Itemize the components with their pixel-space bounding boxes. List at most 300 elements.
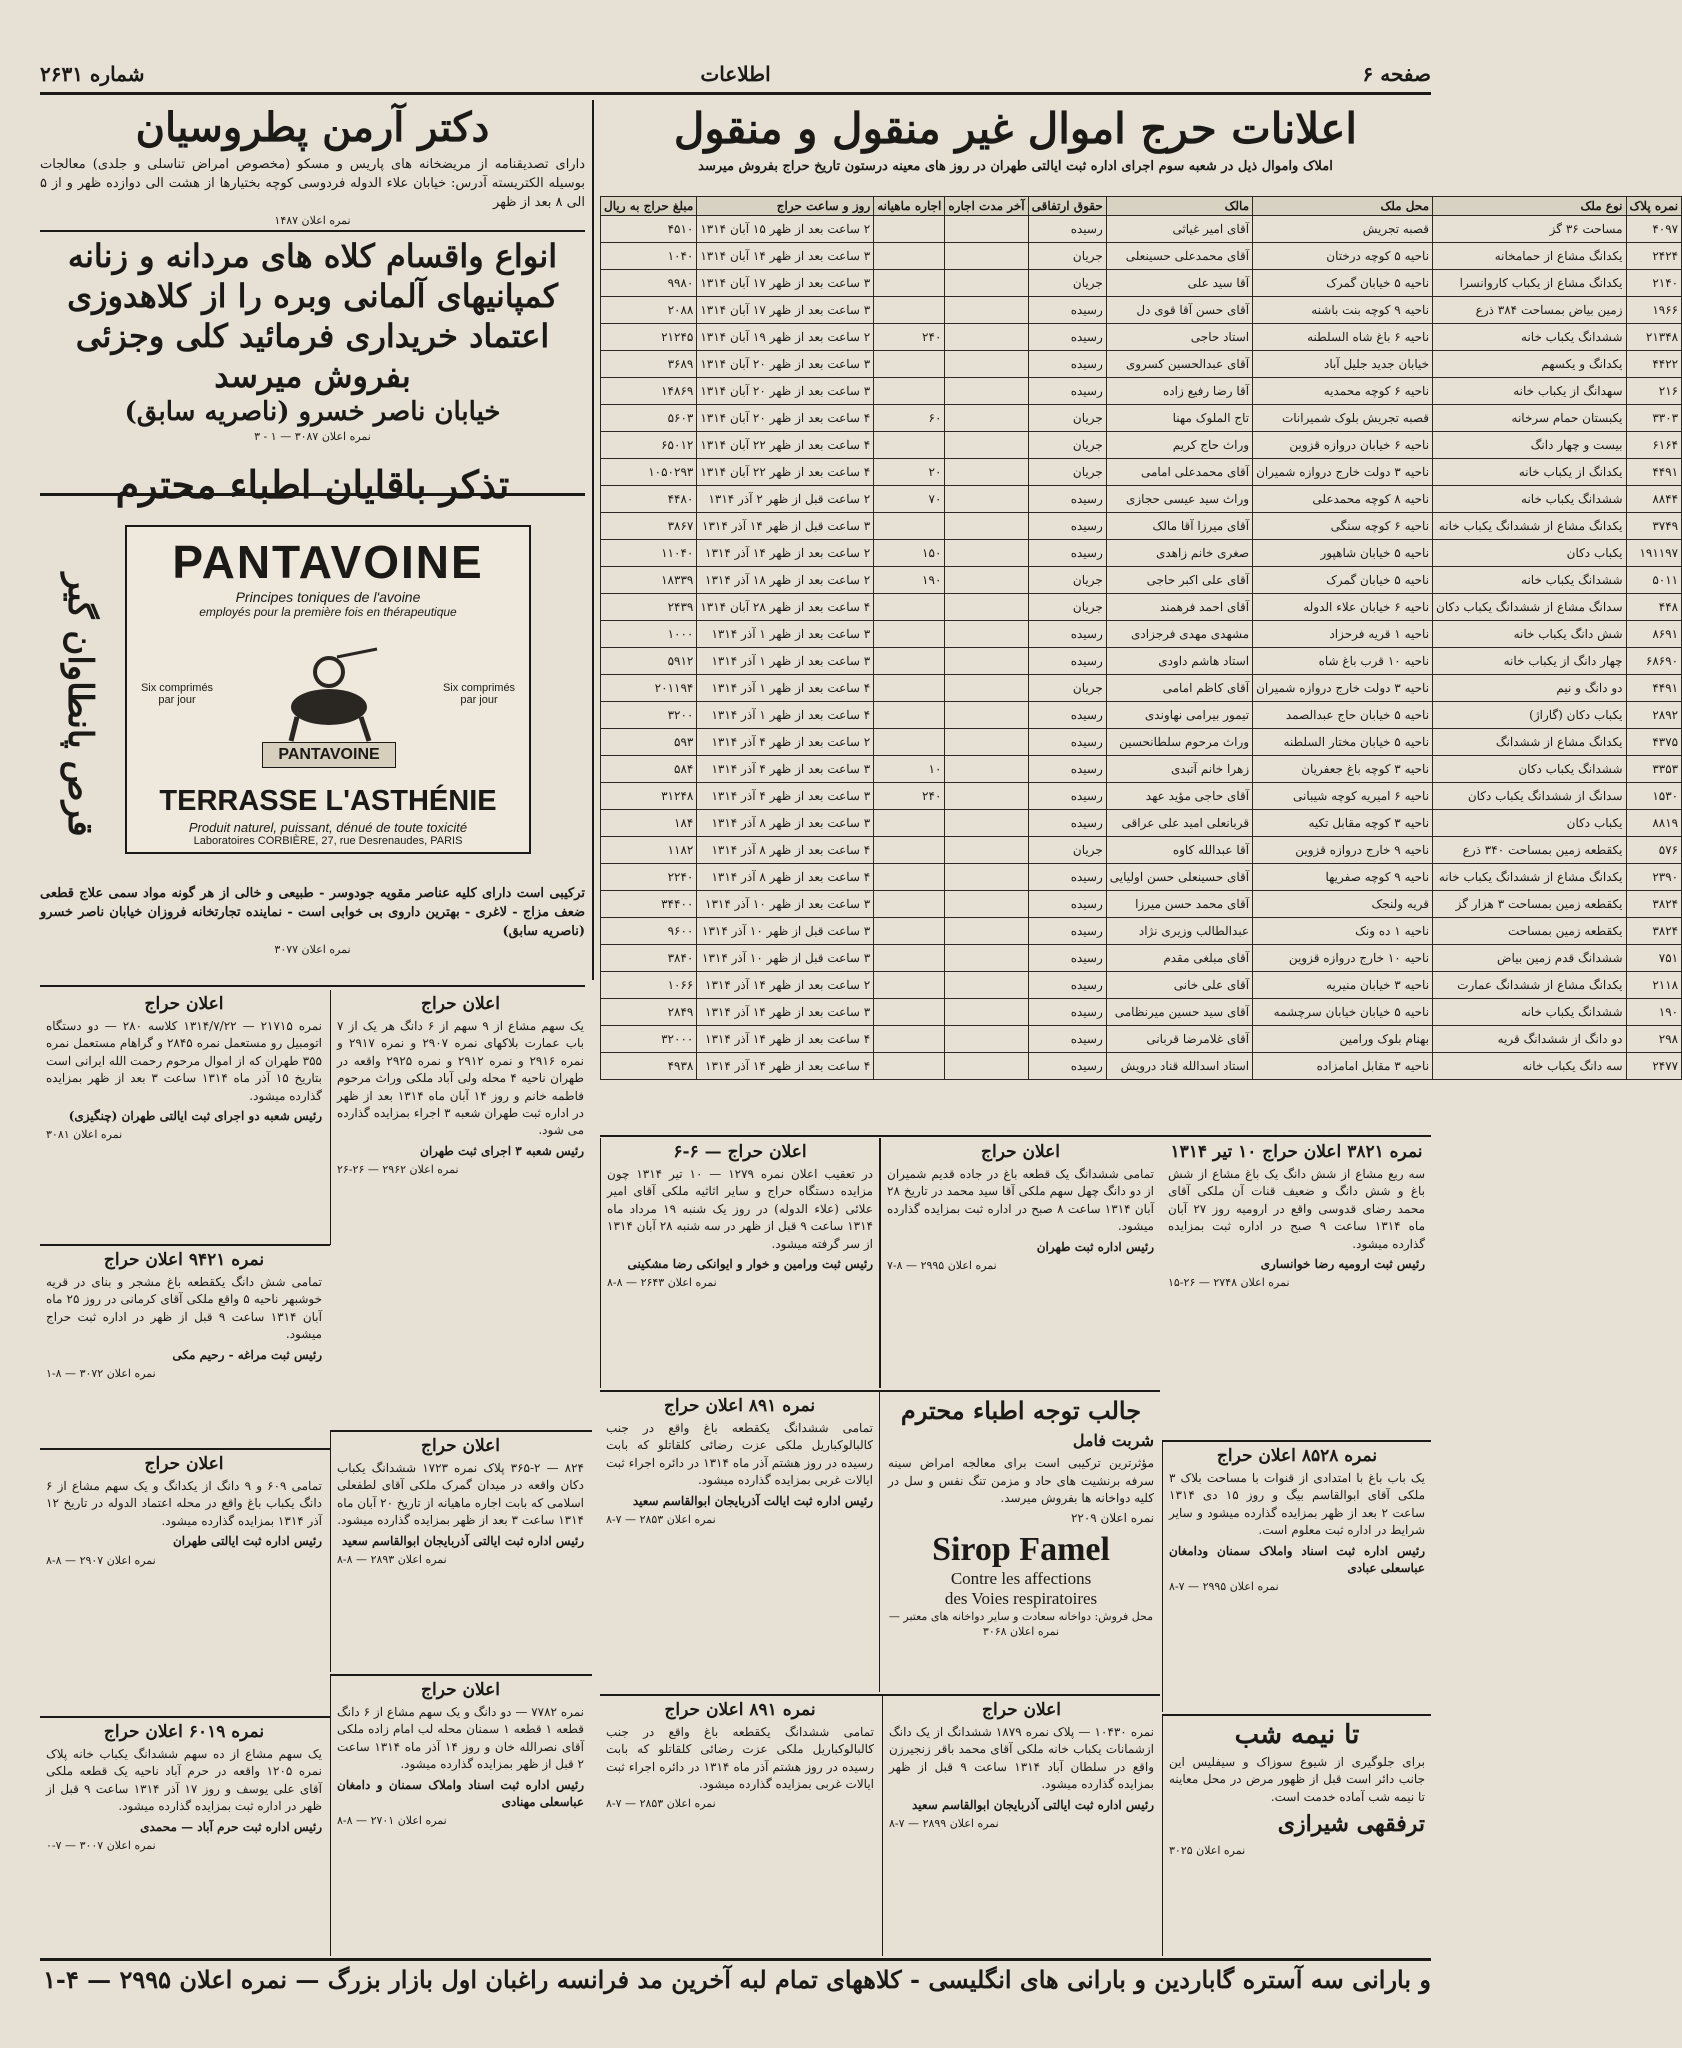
- table-cell: دو دانگ و نیم: [1433, 675, 1626, 702]
- table-row: [601, 405, 1682, 432]
- table-cell: ۴ ساعت بعد از ظهر ۱ آذر ۱۳۱۴: [697, 702, 874, 729]
- notice-signature: رئیس اداره ثبت ایالتی آذربایجان ابوالقاسم سعید: [912, 1797, 1154, 1812]
- sirop-text: مؤثرترین ترکیبی است برای معالجه امراض سینه سرفه برنشیت های حاد و مزمن تنگ نفس و سل در کلیه دواخانه ها بفروش میرسد.: [888, 1456, 1154, 1505]
- table-cell: جریان: [1028, 837, 1106, 864]
- table-row: [601, 837, 1682, 864]
- table-cell: [945, 864, 1028, 891]
- notice-card: [40, 1246, 328, 1446]
- table-cell: ۳۳۰۳: [1626, 405, 1682, 432]
- notice-ref: نمره اعلان ۳۰۲۵: [1169, 1844, 1246, 1858]
- table-cell: وراث مرحوم سلطانحسین: [1106, 729, 1252, 756]
- sirop-ad: [882, 1392, 1160, 1692]
- table-cell: ۸۶۹۱: [1626, 621, 1682, 648]
- table-cell: [945, 945, 1028, 972]
- column-header: نمره پلاک: [1626, 197, 1682, 216]
- table-cell: [874, 351, 945, 378]
- notice-text: سه ربع مشاع از شش دانگ یک باغ مشاع از شش باغ و شش دانگ و ضعیف قنات آن ملکی آقای محمد رضای قدوسی واقع در ارومیه روز ۲۷ آبان ماه ۱۳۱۴ ساعت ۹ صبح در اداره ثبت بمزایده گذارده میشود.: [1168, 1167, 1425, 1251]
- table-cell: ۳۷۴۹: [1626, 513, 1682, 540]
- table-cell: یکدانگ مشاع از ششدانگ یکباب خانه: [1433, 513, 1626, 540]
- table-cell: ۳۲۰۰: [601, 702, 697, 729]
- table-cell: ناحیه ۹ خارج دروازه قزوین: [1253, 837, 1433, 864]
- table-cell: ۷۰: [874, 486, 945, 513]
- notice-signature: رئیس اداره ثبت ایالتی طهران: [172, 1534, 322, 1549]
- table-cell: ۷۵۱: [1626, 945, 1682, 972]
- table-cell: جریان: [1028, 459, 1106, 486]
- notice-card: [600, 1138, 880, 1388]
- table-cell: ۵۹۳: [601, 729, 697, 756]
- table-cell: [874, 243, 945, 270]
- table-cell: ناحیه ۵ خیابان شاهپور: [1253, 540, 1433, 567]
- notice-card: [330, 990, 590, 1245]
- table-cell: ناحیه ۶ امیریه کوچه شیبانی: [1253, 783, 1433, 810]
- table-cell: ۲۱۱۸: [1626, 972, 1682, 999]
- table-cell: جریان: [1028, 243, 1106, 270]
- table-cell: [945, 702, 1028, 729]
- table-cell: [945, 648, 1028, 675]
- sirop-heading: جالب توجه اطباء محترم: [900, 1396, 1142, 1425]
- table-cell: وراث سید عیسی حجازی: [1106, 486, 1252, 513]
- table-cell: زهرا خانم آتبدی: [1106, 756, 1252, 783]
- table-cell: ۲ ساعت بعد از ظهر ۱۴ آذر ۱۳۱۴: [697, 540, 874, 567]
- table-cell: [945, 621, 1028, 648]
- newspaper-name: اطلاعات: [700, 62, 771, 86]
- table-cell: یکباب دکان (گاراژ): [1433, 702, 1626, 729]
- table-cell: ششدانگ یکباب خانه: [1433, 324, 1626, 351]
- notice-ref: نمره اعلان ۳۰۷۲ — ۸-۱: [46, 1366, 156, 1380]
- page-number: صفحه ۶: [1362, 62, 1431, 86]
- notice-card: [1162, 1716, 1431, 1956]
- table-cell: ۲۱۶: [1626, 378, 1682, 405]
- table-cell: چهار دانگ از یکباب خانه: [1433, 648, 1626, 675]
- table-cell: ۶۱۶۴: [1626, 432, 1682, 459]
- table-cell: رسیده: [1028, 945, 1106, 972]
- pantavoine-caption-text: ترکیبی است دارای کلیه عناصر مقویه جودوسر - طبیعی و خالی از هر گونه مواد سمی علاج قطعی ضعف مزاج - لاغری - بهترین داروی بی خوابی است - نماینده تجارتخانه فروزان خیابان ناصر خسرو (ناصریه سابق): [40, 886, 585, 939]
- notice-card: [600, 1696, 880, 1956]
- table-cell: آقای کاظم امامی: [1106, 675, 1252, 702]
- table-cell: خیابان جدید جلیل آباد: [1253, 351, 1433, 378]
- table-cell: ۳۳۵۳: [1626, 756, 1682, 783]
- notice-text: در تعقیب اعلان نمره ۱۲۷۹ — ۱۰ تیر ۱۳۱۴ چون مزایده دستگاه حراج و سایر اثاثیه ملکی آقای امیر علائی (علاء الدوله) در روز یک شنبه ۱۹ مرداد ماه ۱۳۱۴ ساعت ۹ قبل از ظهر در سه شنبه ۲۸ آبان ۱۳۱۴ از سر گرفته میشود.: [607, 1167, 873, 1251]
- table-cell: ۳ ساعت بعد از ظهر ۱۰ آذر ۱۳۱۴: [697, 891, 874, 918]
- table-cell: آقا رضا رفیع زاده: [1106, 378, 1252, 405]
- table-cell: یکدانگ مشاع از ششدانگ یکباب خانه: [1433, 864, 1626, 891]
- notice-title: اعلان حراج: [982, 1700, 1061, 1720]
- sirop-ref-top: نمره اعلان ۲۲۰۹: [1070, 1511, 1154, 1526]
- table-row: [601, 540, 1682, 567]
- table-cell: [874, 864, 945, 891]
- table-cell: [945, 567, 1028, 594]
- table-cell: ششدانگ یکباب خانه: [1433, 567, 1626, 594]
- table-cell: [945, 486, 1028, 513]
- table-cell: [945, 297, 1028, 324]
- table-cell: آقای حسن آقا قوی دل: [1106, 297, 1252, 324]
- notice-card: [1162, 1442, 1431, 1712]
- table-cell: [874, 594, 945, 621]
- table-row: [601, 243, 1682, 270]
- table-cell: رسیده: [1028, 378, 1106, 405]
- table-cell: آقای احمد فرهمند: [1106, 594, 1252, 621]
- table-cell: ۶۸۶۹۰: [1626, 648, 1682, 675]
- table-cell: آقای محمدعلی حسینعلی: [1106, 243, 1252, 270]
- table-cell: ۲۴۲۴: [1626, 243, 1682, 270]
- table-cell: ۵۰۱۱: [1626, 567, 1682, 594]
- table-cell: رسیده: [1028, 1053, 1106, 1080]
- table-cell: ۱۵۰: [874, 540, 945, 567]
- notice-ref: نمره اعلان ۲۸۵۳ — ۷-۸: [606, 1796, 716, 1810]
- notice-signature: رئیس ثبت مراغه - رحیم مکی: [172, 1347, 322, 1362]
- vertical-slogan: قرص پانطاوان گیر: [60, 573, 100, 837]
- notice-signature: رئیس ثبت ارومیه رضا خوانساری: [1260, 1256, 1425, 1271]
- notice-card: [882, 1696, 1160, 1956]
- notice-signature: رئیس اداره ثبت ایالتی آذربایجان ابوالقاسم سعید: [342, 1533, 584, 1548]
- table-cell: رسیده: [1028, 1026, 1106, 1053]
- table-cell: رسیده: [1028, 972, 1106, 999]
- table-cell: ۴ ساعت بعد از ظهر ۱ آذر ۱۳۱۴: [697, 675, 874, 702]
- table-row: [601, 324, 1682, 351]
- table-cell: [874, 1053, 945, 1080]
- table-body: [601, 216, 1682, 1080]
- notice-card: [600, 1392, 880, 1692]
- sirop-brand: Sirop Famel: [932, 1530, 1110, 1568]
- table-cell: ۲۹۸: [1626, 1026, 1682, 1053]
- table-cell: آقای امیر غیاثی: [1106, 216, 1252, 243]
- table-cell: رسیده: [1028, 810, 1106, 837]
- table-row: [601, 702, 1682, 729]
- table-cell: ۳ ساعت بعد از ظهر ۲۰ آبان ۱۳۱۴: [697, 351, 874, 378]
- auction-heading: [600, 100, 1431, 190]
- table-cell: ۴ ساعت بعد از ظهر ۲۸ آبان ۱۳۱۴: [697, 594, 874, 621]
- table-cell: [945, 1026, 1028, 1053]
- table-cell: ناحیه ۸ کوچه محمدعلی: [1253, 486, 1433, 513]
- table-cell: رسیده: [1028, 513, 1106, 540]
- footer-rule: [40, 1958, 1431, 1961]
- column-header: مبلغ حراج به ریال: [601, 197, 697, 216]
- sirop-line2: des Voies respiratoires: [944, 1588, 1098, 1608]
- table-cell: رسیده: [1028, 756, 1106, 783]
- notice-text: تمامی ششدانگ یکقطعه باغ واقع در جنب کالبالوکباریل ملکی عزت رضائی کلقاتلو که بابت رسیده در روز هشتم آذر ماه ۱۳۱۴ در دائره اجراء ثبت ایالات غربی بمزایده گذارده میشود.: [606, 1725, 875, 1792]
- notice-text: تمامی ششدانگ یک قطعه باغ در جاده قدیم شمیران از دو دانگ چهل سهم ملکی آقا سید محمد در تاریخ ۲۸ آبان ۱۳۱۴ ساعت ۸ صبح در اداره ثبت بمزایده گذارده میشود.: [887, 1167, 1154, 1234]
- table-row: [601, 891, 1682, 918]
- table-cell: رسیده: [1028, 324, 1106, 351]
- doctor-ad: [40, 100, 585, 225]
- table-cell: رسیده: [1028, 783, 1106, 810]
- notice-ref: نمره اعلان ۲۷۰۱ — ۸-۸: [337, 1814, 447, 1828]
- table-cell: ۵۷۶: [1626, 837, 1682, 864]
- table-cell: [945, 459, 1028, 486]
- table-cell: [945, 351, 1028, 378]
- table-cell: ۱۸۴: [601, 810, 697, 837]
- notice-title: اعلان حراج: [421, 1680, 500, 1700]
- pantavoine-tagline: TERRASSE L'ASTHÉNIE: [159, 785, 497, 817]
- hats-address: خیابان ناصر خسرو (ناصریه سابق): [124, 397, 501, 427]
- table-cell: یکباب دکان: [1433, 540, 1626, 567]
- table-cell: ۴۹۳۸: [601, 1053, 697, 1080]
- table-cell: ۹۶۰۰: [601, 918, 697, 945]
- table-cell: ۴ ساعت بعد از ظهر ۲۲ آبان ۱۳۱۴: [697, 432, 874, 459]
- table-cell: رسیده: [1028, 918, 1106, 945]
- pantavoine-lab: Laboratoires CORBIÈRE, 27, rue Desrenaudes, PARIS: [193, 835, 463, 847]
- table-row: [601, 567, 1682, 594]
- table-cell: ۲ ساعت بعد از ظهر ۱۸ آذر ۱۳۱۴: [697, 567, 874, 594]
- table-cell: ناحیه ۶ خیابان علاء الدوله: [1253, 594, 1433, 621]
- notice-card: [330, 1432, 590, 1672]
- table-cell: آقای علی خانی: [1106, 972, 1252, 999]
- table-cell: جریان: [1028, 675, 1106, 702]
- table-cell: [874, 810, 945, 837]
- table-row: [601, 621, 1682, 648]
- table-header-row: [601, 197, 1682, 216]
- table-cell: ناحیه ۵ خیابان مختار السلطنه: [1253, 729, 1433, 756]
- table-cell: یکقطعه زمین بمساحت: [1433, 918, 1626, 945]
- auction-table: [600, 196, 1682, 1080]
- table-cell: ۸۸۱۹: [1626, 810, 1682, 837]
- table-cell: [945, 432, 1028, 459]
- table-row: [601, 1026, 1682, 1053]
- table-row: [601, 270, 1682, 297]
- notice-signature: رئیس شعبه دو اجرای ثبت ایالتی طهران (چنگیزی): [68, 1108, 322, 1123]
- notice-title: نمره ۹۴۲۱ اعلان حراج: [103, 1250, 265, 1270]
- table-cell: ناحیه ۵ کوچه درختان: [1253, 243, 1433, 270]
- column-header: حقوق ارتفاقی: [1028, 197, 1106, 216]
- table-cell: شش دانگ یکباب خانه: [1433, 621, 1626, 648]
- table-cell: [874, 972, 945, 999]
- table-row: [601, 648, 1682, 675]
- table-cell: [945, 540, 1028, 567]
- table-cell: مساحت ۳۶ گز: [1433, 216, 1626, 243]
- notice-text: تمامی ششدانگ یکقطعه باغ واقع در جنب کالبالوکباریل ملکی عزت رضائی کلقاتلو که بابت رسیده در روز هشتم آذر ماه ۱۳۱۴ در دائره اجراء ثبت ایالات غربی بمزایده گذارده میشود.: [606, 1421, 873, 1488]
- table-cell: رسیده: [1028, 891, 1106, 918]
- table-cell: رسیده: [1028, 486, 1106, 513]
- notice-text: نمره ۱۰۴۳۰ — پلاک نمره ۱۸۷۹ ششدانگ از یک دانگ ازشمانات یکباب خانه ملکی آقای محمد باقر زنجیرزن واقع در سلطان آباد ۱۳۱۴ ساعت ۹ قبل از ظهر بمزایده گذارده میشود.: [889, 1725, 1155, 1792]
- table-cell: ۱۰۰۰: [601, 621, 697, 648]
- main-title: اعلانات حرج اموال غیر منقول و منقول: [673, 104, 1358, 153]
- table-cell: تیمور بیرامی نهاوندی: [1106, 702, 1252, 729]
- notice-signature: رئیس اداره ثبت اسناد واملاک سمنان و دامغان عباسعلی مهنادی: [337, 1777, 584, 1809]
- table-cell: ۴۴۸: [1626, 594, 1682, 621]
- table-cell: ۲۲۴۰: [601, 864, 697, 891]
- table-row: [601, 351, 1682, 378]
- table-cell: ۴ ساعت بعد از ظهر ۲۰ آبان ۱۳۱۴: [697, 405, 874, 432]
- hats-ref: نمره اعلان ۳۰۸۷ — ۱ - ۳: [254, 429, 371, 443]
- table-cell: [945, 891, 1028, 918]
- table-cell: آقای حسینعلی حسن اولیایی: [1106, 864, 1252, 891]
- notice-text: تمامی ۶۰۹ و ۹ دانگ از یکدانگ و یک سهم مشاع از ۶ دانگ یکباب باغ واقع در محله اعتماد الدوله در تاریخ ۱۲ آذر ۱۳۱۴ بمزایده گذارده میشود.: [46, 1479, 322, 1528]
- table-cell: ۲ ساعت بعد از ظهر ۴ آذر ۱۳۱۴: [697, 729, 874, 756]
- notice-card: [40, 1450, 328, 1715]
- pantavoine-brand: PANTAVOINE: [172, 536, 484, 588]
- table-cell: یکباب دکان: [1433, 810, 1626, 837]
- table-cell: رسیده: [1028, 648, 1106, 675]
- pantavoine-product: Produit naturel, puissant, dénué de toute toxicité: [188, 820, 468, 835]
- table-cell: ۴۳۷۵: [1626, 729, 1682, 756]
- table-cell: [874, 378, 945, 405]
- table-cell: [874, 891, 945, 918]
- table-cell: ناحیه ۳ دولت خارج دروازه شمیران: [1253, 675, 1433, 702]
- sirop-ref: محل فروش: دواخانه سعادت و سایر دواخانه های معتبر — نمره اعلان ۳۰۶۸: [888, 1609, 1154, 1639]
- table-cell: ناحیه ۱ ده ونک: [1253, 918, 1433, 945]
- table-cell: مشهدی مهدی فرجزادی: [1106, 621, 1252, 648]
- table-cell: یکدانگ مشاع از ششدانگ عمارت: [1433, 972, 1626, 999]
- table-cell: [945, 837, 1028, 864]
- table-cell: ۱۹۱۱۹۷: [1626, 540, 1682, 567]
- table-cell: ۳ ساعت بعد از ظهر ۱۴ آذر ۱۳۱۴: [697, 999, 874, 1026]
- table-cell: [945, 810, 1028, 837]
- table-cell: ۱۰۵۰۲۹۳: [601, 459, 697, 486]
- table-cell: رسیده: [1028, 540, 1106, 567]
- table-cell: [874, 432, 945, 459]
- table-cell: ۳ ساعت قبل از ظهر ۱۰ آذر ۱۳۱۴: [697, 918, 874, 945]
- table-cell: یکدانگ مشاع از حمامخانه: [1433, 243, 1626, 270]
- notice-ref: نمره اعلان ۲۹۶۲ — ۲۶-۲۶: [337, 1163, 459, 1177]
- table-cell: ۲۰: [874, 459, 945, 486]
- table-cell: ۸۸۴۴: [1626, 486, 1682, 513]
- table-cell: ۲۳۹۰: [1626, 864, 1682, 891]
- table-cell: رسیده: [1028, 216, 1106, 243]
- table-cell: ۲۱۴۰: [1626, 270, 1682, 297]
- notice-card: [1162, 1138, 1431, 1438]
- notice-card: [40, 1718, 328, 1958]
- table-cell: [874, 918, 945, 945]
- notice-ref: نمره اعلان ۳۰۰۷ — ۷-۰: [46, 1838, 156, 1852]
- doctor-text: دارای تصدیقنامه از مریضخانه های پاریس و مسکو (مخصوص امراض تناسلی و جلدی) معالجات بوسیله الکتریسته آدرس: خیابان علاء الدوله فردوسی کوچه بختیارها از هشت الی دوازده ظهر و از ۵ الی ۸ بعد از ظهر: [40, 157, 585, 210]
- table-row: [601, 945, 1682, 972]
- notice-title: نمره ۸۵۲۸ اعلان حراج: [1216, 1446, 1378, 1466]
- table-row: [601, 918, 1682, 945]
- table-row: [601, 729, 1682, 756]
- column-divider: [592, 100, 594, 980]
- table-cell: ناحیه ۵ خیابان گمرک: [1253, 567, 1433, 594]
- table-cell: ناحیه ۳ مقابل امامزاده: [1253, 1053, 1433, 1080]
- notice-ref: نمره اعلان ۲۸۹۳ — ۸-۸: [337, 1552, 447, 1566]
- table-cell: ۱۰۶۶: [601, 972, 697, 999]
- table-cell: استاد اسدالله قناد درویش: [1106, 1053, 1252, 1080]
- table-cell: ۴ ساعت بعد از ظهر ۲۲ آبان ۱۳۱۴: [697, 459, 874, 486]
- table-cell: ۲۰۱۱۹۴: [601, 675, 697, 702]
- table-cell: آقای حاجی مؤید عهد: [1106, 783, 1252, 810]
- table-cell: ۳ ساعت بعد از ظهر ۱۴ آبان ۱۳۱۴: [697, 243, 874, 270]
- divider: [40, 230, 585, 232]
- table-cell: ۴۴۸۰: [601, 486, 697, 513]
- table-cell: ۳ ساعت بعد از ظهر ۴ آذر ۱۳۱۴: [697, 783, 874, 810]
- notice-ref: نمره اعلان ۲۹۰۷ — ۸-۸: [46, 1553, 156, 1567]
- table-cell: یکدانگ مشاع از ششدانگ: [1433, 729, 1626, 756]
- table-cell: ۳۴۴۰۰: [601, 891, 697, 918]
- table-cell: عبدالطالب وزیری نژاد: [1106, 918, 1252, 945]
- table-cell: [874, 216, 945, 243]
- notice-text: یک سهم مشاع از ۹ سهم از ۶ دانگ هر یک از ۷ باب عمارت بلاکهای نمره ۲۹۰۷ و نمره ۲۹۱۷ و نمره ۲۹۱۶ و نمره ۲۹۱۲ و نمره ۲۹۲۵ واقعه در طهران ناحیه ۴ محله ولی آباد ملکی وراث مرحوم فاطمه خانم و روز ۱۴ آبان ماه ۱۳۱۴ بعد از ظهر در اداره ثبت طهران شعبه ۳ اجراء بمزایده گذارده می شود.: [337, 1019, 585, 1138]
- table-cell: ۳ ساعت بعد از ظهر ۱۷ آبان ۱۳۱۴: [697, 297, 874, 324]
- table-cell: رسیده: [1028, 999, 1106, 1026]
- table-cell: یکدانگ مشاع از یکباب کاروانسرا: [1433, 270, 1626, 297]
- notice-title: اعلان حراج: [144, 994, 224, 1014]
- notice-title: نمره ۶۰۱۹ اعلان حراج: [103, 1722, 265, 1742]
- hats-ad: [40, 236, 585, 466]
- table-cell: ۳ ساعت بعد از ظهر ۴ آذر ۱۳۱۴: [697, 756, 874, 783]
- table-cell: آقای میرزا آقا مالک: [1106, 513, 1252, 540]
- sirop-sub: شربت فامل: [1072, 1431, 1154, 1450]
- table-cell: تاج الملوک مهنا: [1106, 405, 1252, 432]
- table-cell: سدانگ مشاع از ششدانگ یکباب دکان: [1433, 594, 1626, 621]
- divider: [40, 985, 585, 987]
- notice-title: اعلان حراج — ۶-۶: [673, 1142, 807, 1162]
- table-cell: [874, 729, 945, 756]
- table-row: [601, 486, 1682, 513]
- table-cell: ۴ ساعت بعد از ظهر ۱۴ آذر ۱۳۱۴: [697, 1026, 874, 1053]
- table-cell: وراث حاج کریم: [1106, 432, 1252, 459]
- page-header: [40, 58, 1431, 92]
- notice-text: یک باب باغ با امتدادی از قنوات با مساحت بلاک ۳ ملکی آقای ابوالقاسم بیگ و روز ۱۵ دی ۱۳۱۴ ساعت ۲ بعد از ظهر بمزایده گذارده میشود و سایر شرایط در اداره ثبت معلوم است.: [1169, 1471, 1426, 1538]
- pantavoine-side-right: Six comprimés par jour: [442, 682, 516, 706]
- table-cell: ۶۵۰۱۲: [601, 432, 697, 459]
- table-cell: ناحیه ۳ کوچه باغ جعفریان: [1253, 756, 1433, 783]
- table-cell: ۱۱۸۲: [601, 837, 697, 864]
- notice-card: [40, 990, 328, 1242]
- table-cell: ۳ ساعت بعد از ظهر ۸ آذر ۱۳۱۴: [697, 810, 874, 837]
- table-cell: ۱۹۰: [1626, 999, 1682, 1026]
- table-cell: ۳ ساعت بعد از ظهر ۱۷ آبان ۱۳۱۴: [697, 270, 874, 297]
- notice-ref: نمره اعلان ۲۹۹۵ — ۷-۸: [1169, 1580, 1279, 1594]
- table-cell: ۳۸۲۴: [1626, 918, 1682, 945]
- table-cell: رسیده: [1028, 702, 1106, 729]
- table-cell: دو دانگ از ششدانگ قریه: [1433, 1026, 1626, 1053]
- table-cell: [874, 837, 945, 864]
- notice-text: نمره ۲۱۷۱۵ — ۱۳۱۴/۷/۲۲ کلاسه ۲۸۰ — دو دستگاه اتومبیل رو مستعمل نمره ۲۸۴۵ و گراهام مستعمل نمره ۳۵۵ طهران که از اموال مرحوم رحمت الله ایرانی است بتاریخ ۱۵ آذر ماه ۱۳۱۴ ساعت ۳ بعد از ظهر بمزایده گذارده میشود.: [46, 1019, 322, 1103]
- table-cell: ناحیه ۶ کوچه سنگی: [1253, 513, 1433, 540]
- table-cell: [945, 513, 1028, 540]
- notice-signature: رئیس اداره ثبت ایالت آذربایجان ابوالقاسم سعید: [632, 1493, 873, 1508]
- table-cell: ناحیه ۵ خیابان خیابان سرچشمه: [1253, 999, 1433, 1026]
- notice-ref: نمره اعلان ۲۷۴۸ — ۲۶-۱۵: [1168, 1276, 1290, 1290]
- table-cell: یکقطعه زمین بمساحت ۳ هزار گز: [1433, 891, 1626, 918]
- table-cell: ۳ ساعت قبل از ظهر ۱۴ آذر ۱۳۱۴: [697, 513, 874, 540]
- notice-name: ترفقهی شیرازی: [1277, 1811, 1425, 1838]
- table-cell: ناحیه ۶ خیابان دروازه قزوین: [1253, 432, 1433, 459]
- table-cell: یکدانگ و یکسهم: [1433, 351, 1626, 378]
- table-cell: ۳۸۶۷: [601, 513, 697, 540]
- notice-ref: نمره اعلان ۲۸۹۹ — ۷-۸: [889, 1816, 999, 1830]
- table-cell: [874, 270, 945, 297]
- table-cell: [874, 1026, 945, 1053]
- table-cell: بهنام بلوک ورامین: [1253, 1026, 1433, 1053]
- table-cell: صغری خانم زاهدی: [1106, 540, 1252, 567]
- table-cell: ۴۴۲۲: [1626, 351, 1682, 378]
- pantavoine-ad: [125, 525, 531, 854]
- table-row: [601, 513, 1682, 540]
- pantavoine-line1: Principes toniques de l'avoine: [235, 589, 421, 605]
- table-cell: [945, 783, 1028, 810]
- notice-text: برای جلوگیری از شیوع سوزاک و سیفلیس این جانب دائر است قبل از ظهور مرض در محل معاینه تا نیمه شب آماده خدمت است.: [1169, 1755, 1425, 1804]
- notice-title: اعلان حراج: [421, 1436, 500, 1456]
- table-cell: [945, 756, 1028, 783]
- notice-signature: رئیس اداره ثبت حرم آباد — محمدی: [140, 1819, 322, 1834]
- table-cell: سه دانگ یکباب خانه: [1433, 1053, 1626, 1080]
- table-cell: ۲ ساعت بعد از ظهر ۱۴ آذر ۱۳۱۴: [697, 972, 874, 999]
- table-cell: [874, 513, 945, 540]
- table-cell: [945, 918, 1028, 945]
- table-cell: [945, 243, 1028, 270]
- table-cell: ناحیه ۱ قریه فرحزاد: [1253, 621, 1433, 648]
- table-cell: استاد هاشم داودی: [1106, 648, 1252, 675]
- notice-signature: رئیس شعبه ۳ اجرای ثبت طهران: [420, 1143, 584, 1158]
- notice-card: [880, 1138, 1160, 1388]
- notice-title: نمره ۸۹۱ اعلان حراج: [664, 1700, 816, 1720]
- table-cell: [874, 675, 945, 702]
- centaur-illustration-icon: [277, 647, 381, 742]
- table-cell: [945, 594, 1028, 621]
- table-cell: جریان: [1028, 594, 1106, 621]
- table-cell: ۳ ساعت بعد از ظهر ۲۰ آبان ۱۳۱۴: [697, 378, 874, 405]
- table-cell: ۳ ساعت بعد از ظهر ۱ آذر ۱۳۱۴: [697, 621, 874, 648]
